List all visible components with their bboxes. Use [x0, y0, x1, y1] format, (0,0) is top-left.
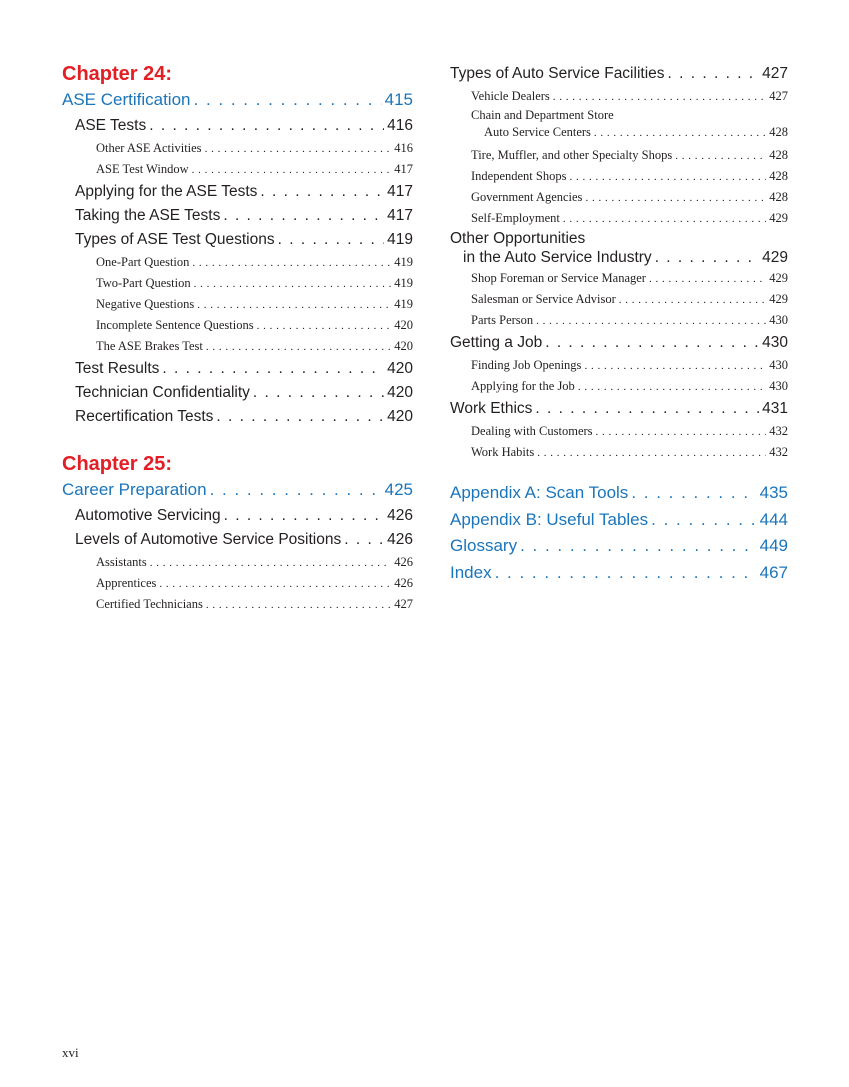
entry-label: Tire, Muffler, and other Specialty Shops: [471, 148, 673, 162]
toc-entry[interactable]: [62, 252, 413, 273]
chapter-25-heading: Chapter 25:: [62, 453, 173, 475]
entry-label: Types of ASE Test Questions: [75, 231, 275, 248]
entry-label: Independent Shops: [471, 169, 567, 183]
page-number: 420: [394, 318, 413, 332]
entry-label: Certified Technicians: [96, 597, 203, 611]
entry-label: Glossary: [450, 536, 518, 555]
entry-label: Automotive Servicing: [75, 507, 221, 524]
entry-label: One-Part Question: [96, 255, 190, 269]
toc-entry[interactable]: [62, 315, 413, 336]
page-number: 449: [759, 536, 788, 555]
toc-chapter-24-title[interactable]: [62, 86, 413, 114]
page-number: 429: [762, 249, 788, 266]
page-number: 428: [769, 190, 788, 204]
entry-label: Incomplete Sentence Questions: [96, 318, 254, 332]
toc-index[interactable]: [450, 560, 788, 587]
entry-label: Applying for the Job: [471, 379, 575, 393]
page-number: 426: [387, 531, 413, 548]
toc-entry[interactable]: [450, 166, 788, 187]
toc-entry[interactable]: [62, 180, 413, 204]
toc-entry[interactable]: [450, 86, 788, 107]
page-number: 428: [769, 125, 788, 139]
chapter-24-entries: [62, 114, 413, 429]
entry-label: Salesman or Service Advisor: [471, 292, 616, 306]
toc-entry[interactable]: [62, 573, 413, 594]
page-number: 427: [762, 65, 788, 82]
toc-entry[interactable]: [62, 504, 413, 528]
toc-entry[interactable]: [450, 187, 788, 208]
toc-entry[interactable]: [62, 159, 413, 180]
entry-label: Auto Service Centers: [484, 125, 591, 139]
page-number: 432: [769, 445, 788, 459]
entry-label: Types of Auto Service Facilities: [450, 65, 665, 82]
page-number: 428: [769, 148, 788, 162]
page-number: 430: [769, 358, 788, 372]
page-number: 426: [394, 576, 413, 590]
page-number: 419: [394, 255, 413, 269]
toc-entry[interactable]: [62, 357, 413, 381]
page-number: 426: [394, 555, 413, 569]
page-number: 419: [387, 231, 413, 248]
toc-entry[interactable]: [450, 421, 788, 442]
chapter-title: Career Preparation: [62, 480, 207, 499]
toc-appendix-b[interactable]: [450, 507, 788, 534]
toc-entry[interactable]: [450, 145, 788, 166]
page-number: 416: [394, 141, 413, 155]
page-number: 426: [387, 507, 413, 524]
page-number: 416: [387, 117, 413, 134]
toc-entry[interactable]: [62, 228, 413, 252]
toc-entry[interactable]: [450, 355, 788, 376]
entry-label: Assistants: [96, 555, 147, 569]
entry-label: Technician Confidentiality: [75, 384, 250, 401]
page-number: 430: [769, 313, 788, 327]
page-number: 429: [769, 211, 788, 225]
page-number: 417: [394, 162, 413, 176]
page-number: 419: [394, 276, 413, 290]
entry-label: Applying for the ASE Tests: [75, 183, 258, 200]
page-number: 425: [384, 480, 413, 499]
page-number: 429: [769, 292, 788, 306]
toc-entry[interactable]: [450, 376, 788, 397]
chapter-title: ASE Certification: [62, 90, 191, 109]
page-number: 415: [384, 90, 413, 109]
page-number: 420: [387, 384, 413, 401]
toc-entry[interactable]: [62, 138, 413, 159]
toc-glossary[interactable]: [450, 533, 788, 560]
entry-label: Levels of Automotive Service Positions: [75, 531, 342, 548]
entry-label: Taking the ASE Tests: [75, 207, 221, 224]
toc-entry[interactable]: [450, 331, 788, 355]
entry-label: Vehicle Dealers: [471, 89, 550, 103]
page-folio: xvi: [62, 1045, 79, 1060]
entry-label: Self-Employment: [471, 211, 560, 225]
entry-label: Getting a Job: [450, 334, 543, 351]
toc-entry[interactable]: [62, 294, 413, 315]
toc-entry[interactable]: [450, 107, 788, 141]
entry-label-line1: Chain and Department Store: [471, 108, 614, 122]
toc-entry[interactable]: [62, 594, 413, 615]
toc-entry[interactable]: [450, 208, 788, 229]
entry-label: Dealing with Customers: [471, 424, 593, 438]
page-number: 432: [769, 424, 788, 438]
toc-entry[interactable]: [450, 289, 788, 310]
toc-entry[interactable]: [62, 204, 413, 228]
toc-entry[interactable]: [450, 397, 788, 421]
toc-entry[interactable]: [62, 114, 413, 138]
entry-label: Finding Job Openings: [471, 358, 582, 372]
entry-label: Government Agencies: [471, 190, 583, 204]
toc-left-column: [62, 62, 413, 615]
entry-label: Work Ethics: [450, 400, 533, 417]
toc-right-column: [450, 62, 788, 586]
page-number: 417: [387, 207, 413, 224]
entry-label: Two-Part Question: [96, 276, 191, 290]
toc-entry[interactable]: [450, 310, 788, 331]
entry-label: Recertification Tests: [75, 408, 214, 425]
entry-label: Index: [450, 562, 492, 582]
toc-chapter-25-title[interactable]: [62, 476, 413, 504]
entry-label: ASE Tests: [75, 117, 147, 134]
page-number: 429: [769, 271, 788, 285]
entry-label: Negative Questions: [96, 297, 195, 311]
page-number: 420: [394, 339, 413, 353]
toc-entry[interactable]: [62, 336, 413, 357]
page-number: 430: [762, 334, 788, 351]
toc-entry[interactable]: [450, 229, 788, 268]
toc-entry[interactable]: [62, 381, 413, 405]
toc-entry[interactable]: [450, 442, 788, 463]
page-number: 427: [394, 597, 413, 611]
page-number: 419: [394, 297, 413, 311]
toc-entry[interactable]: [62, 273, 413, 294]
page-number: 428: [769, 169, 788, 183]
page-number: 417: [387, 183, 413, 200]
entry-label: in the Auto Service Industry: [463, 249, 652, 266]
page-number: 420: [387, 408, 413, 425]
page-number: 444: [759, 509, 788, 529]
toc-entry[interactable]: [62, 552, 413, 573]
entry-label: Work Habits: [471, 445, 535, 459]
entry-label: Parts Person: [471, 313, 534, 327]
entry-label: Appendix B: Useful Tables: [450, 509, 649, 529]
chapter-25-entries: [62, 504, 413, 615]
entry-label: Test Results: [75, 360, 160, 377]
entry-label: ASE Test Window: [96, 162, 189, 176]
entry-label-line1: Other Opportunities: [450, 230, 586, 247]
entry-label: Appendix A: Scan Tools: [450, 483, 629, 502]
toc-entry[interactable]: [450, 268, 788, 289]
page-number: 431: [762, 400, 788, 417]
page-number: 467: [759, 562, 788, 582]
entry-label: Apprentices: [96, 576, 157, 590]
toc-entry[interactable]: [62, 528, 413, 552]
toc-entry[interactable]: [62, 405, 413, 429]
entry-label: Other ASE Activities: [96, 141, 202, 155]
page-number: 427: [769, 89, 788, 103]
chapter-24-heading: Chapter 24:: [62, 63, 173, 85]
toc-entry[interactable]: [450, 62, 788, 86]
entry-label: The ASE Brakes Test: [96, 339, 203, 353]
toc-appendix-a[interactable]: [450, 480, 788, 507]
page-number: 435: [759, 483, 788, 502]
entry-label: Shop Foreman or Service Manager: [471, 271, 646, 285]
page-number: 420: [387, 360, 413, 377]
page-number: 430: [769, 379, 788, 393]
